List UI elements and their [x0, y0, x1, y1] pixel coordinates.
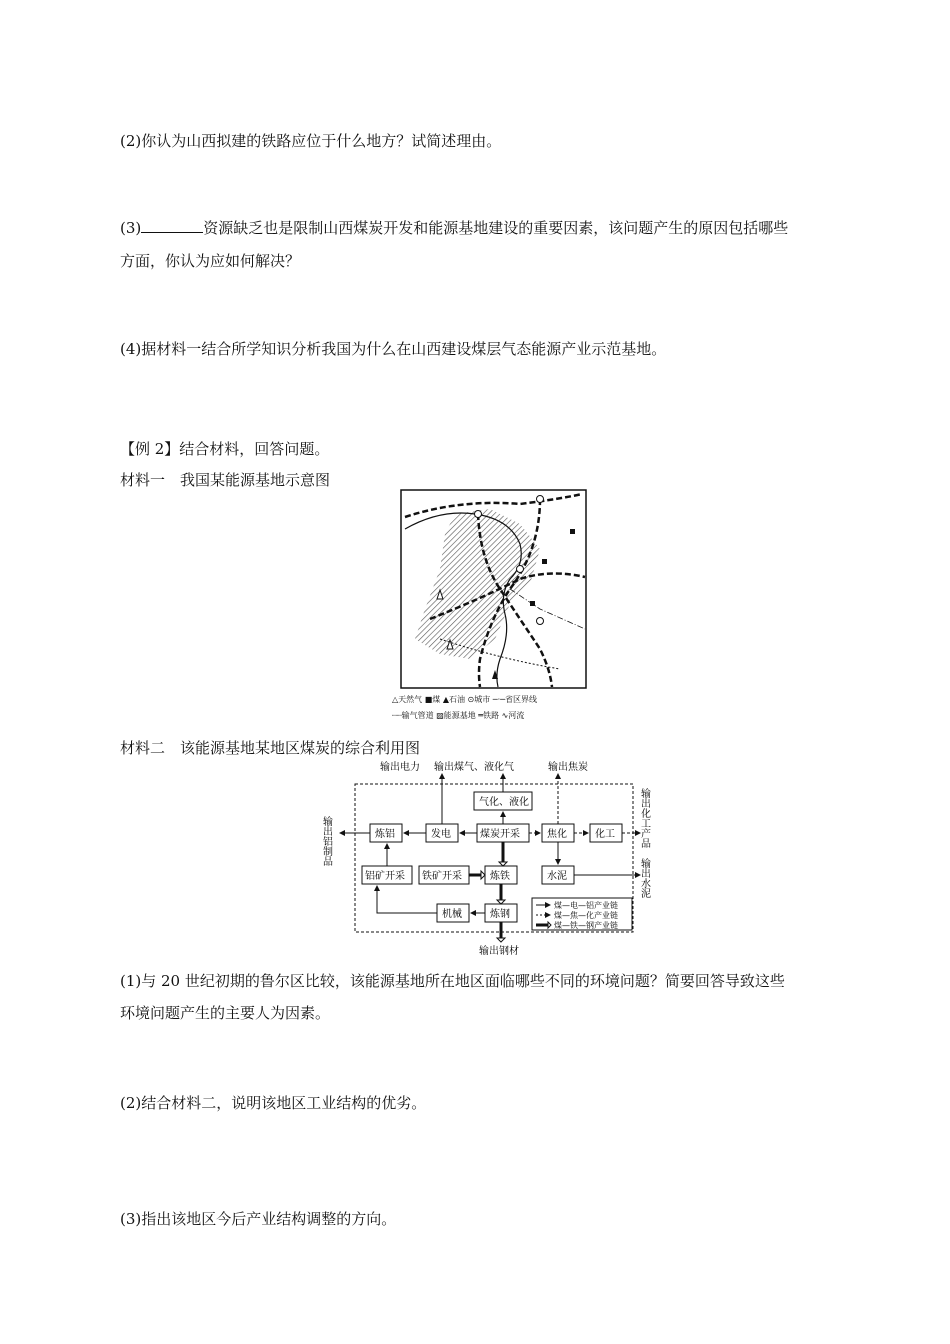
output-al: 输出铝制品 — [320, 816, 332, 866]
box-iron: 炼铁 — [490, 871, 510, 882]
question-3-number: (3) — [120, 219, 142, 237]
legend-chain-2: 煤—焦—化产业链 — [554, 911, 618, 920]
box-power: 发电 — [431, 829, 451, 840]
box-smelt-al: 炼铝 — [375, 829, 395, 840]
box-chem: 化工 — [595, 829, 615, 840]
output-chem: 输出化工产品 — [638, 788, 650, 848]
box-coking: 焦化 — [547, 829, 567, 840]
question-3-text: 资源缺乏也是限制山西煤炭开发和能源基地建设的重要因素，该问题产生的原因包括哪些 — [203, 219, 789, 237]
output-cement: 输出水泥 — [638, 858, 650, 898]
part-1-line1: (1)与 20 世纪初期的鲁尔区比较，该能源基地所在地区面临哪些不同的环境问题？简要回答导致这些 — [120, 972, 785, 990]
output-coke: 输出焦炭 — [548, 762, 588, 773]
box-coal-mine: 煤炭开采 — [480, 829, 520, 840]
energy-base-map — [400, 489, 587, 689]
part-1-line2: 环境问题产生的主要人为因素。 — [120, 1004, 331, 1022]
output-steel: 输出钢材 — [479, 946, 519, 957]
city-marker — [517, 566, 524, 573]
material-2-caption: 材料二 该能源基地某地区煤炭的综合利用图 — [120, 739, 421, 757]
city-icon: ⊙ — [467, 695, 475, 704]
answer-blank[interactable] — [141, 218, 203, 233]
box-fe-mine: 铁矿开采 — [422, 871, 462, 882]
part-2: (2)结合材料二，说明该地区工业结构的优劣。 — [120, 1094, 427, 1112]
coal-marker — [530, 601, 535, 606]
city-marker — [537, 496, 544, 503]
river-icon: ∿ — [501, 711, 509, 720]
border-icon: ─·─ — [492, 695, 505, 704]
city-marker — [537, 618, 544, 625]
coal-utilization-diagram — [322, 758, 664, 958]
map-legend: △天然气 ■煤 ▲石油 ⊙城市 ─·─省区界线 ┈┈输气管道 ▨能源基地 ═铁路 ∿河流 — [392, 695, 537, 720]
pipeline-icon: ┈┈ — [392, 711, 402, 720]
coal-marker — [542, 559, 547, 564]
base-icon: ▨ — [436, 711, 444, 720]
gas-icon: △ — [392, 695, 399, 704]
coal-marker — [570, 529, 575, 534]
oil-icon: ▲ — [442, 695, 449, 704]
question-2: (2)你认为山西拟建的铁路应位于什么地方？试简述理由。 — [120, 132, 502, 150]
box-machinery: 机械 — [442, 909, 462, 920]
question-4: (4)据材料一结合所学知识分析我国为什么在山西建设煤层气态能源产业示范基地。 — [120, 340, 667, 358]
box-gasify: 气化、液化 — [479, 797, 529, 808]
box-steel: 炼钢 — [490, 909, 510, 920]
question-3-line2: 方面，你认为应如何解决？ — [120, 252, 301, 270]
legend-chain-3: 煤—铁—钢产业链 — [554, 921, 618, 930]
box-al-mine: 铝矿开采 — [365, 871, 405, 882]
example-2-heading: 【例 2】结合材料，回答问题。 — [120, 440, 330, 458]
railway-icon: ═ — [478, 711, 484, 720]
output-power: 输出电力 — [380, 762, 420, 773]
legend-chain-1: 煤—电—铝产业链 — [554, 901, 618, 910]
question-3-line1 — [120, 218, 788, 238]
city-marker — [475, 511, 482, 518]
material-1-caption: 材料一 我国某能源基地示意图 — [120, 471, 331, 489]
coal-icon: ■ — [424, 695, 433, 704]
output-gas: 输出煤气、液化气 — [434, 762, 514, 773]
part-3: (3)指出该地区今后产业结构调整的方向。 — [120, 1210, 397, 1228]
box-cement: 水泥 — [547, 871, 567, 882]
